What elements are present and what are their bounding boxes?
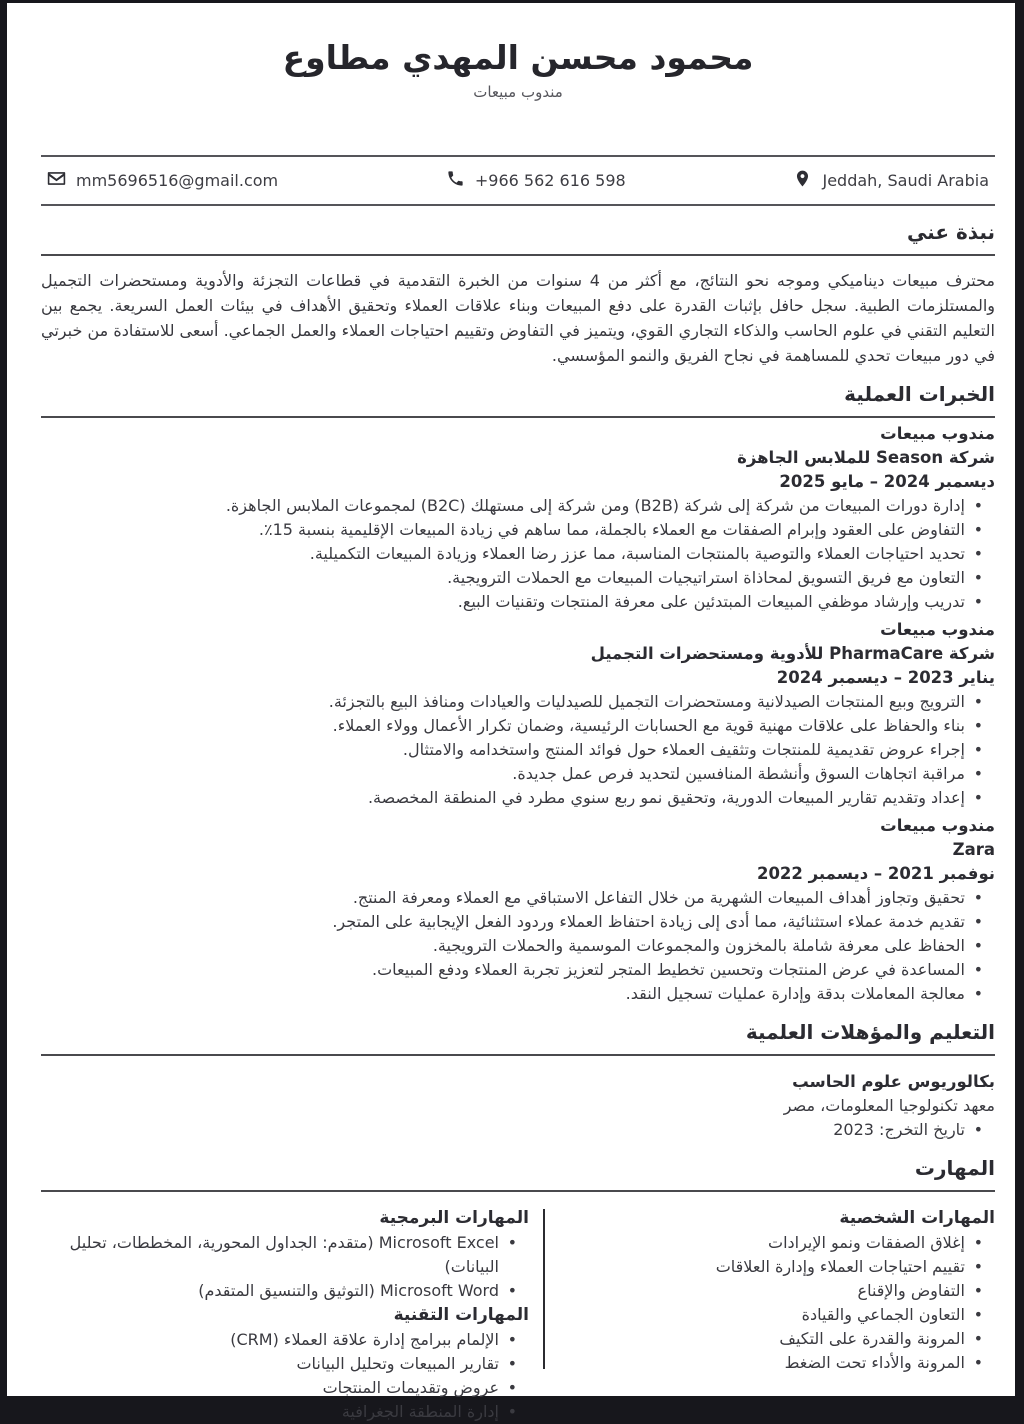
- skill-item: • Microsoft Excel (متقدم: الجداول المحورية، المخططات، تحليل البيانات): [41, 1231, 529, 1279]
- about-heading: نبذة عني: [41, 219, 995, 256]
- skill-item-list: [41, 1231, 529, 1303]
- resume-header: [41, 37, 995, 101]
- education-bullet: • تاريخ التخرج: 2023: [41, 1118, 995, 1142]
- about-text: محترف مبيعات ديناميكي وموجه نحو النتائج، مع أكثر من 4 سنوات من الخبرة التقدمية في قطاعات التجزئة والأدوية ومستحضرات التجميل والمستلزمات الطبية. سجل حافل بإثبات القدرة على دفع المبيعات وبناء علاقات العملاء وتحقيق الأهداف في بيئات العمل السريعة. يجمع بين التعليم التقني في علوم الحاسب والذكاء التجاري القوي، ويتميز في التفاوض وتقييم احتياجات العملاء والعمل الجماعي. أسعى للاستفادة من خبرتي في دور مبيعات تحدي للمساهمة في نجاح الفريق والنمو المؤسسي.: [41, 271, 995, 366]
- skill-item-list: [559, 1231, 995, 1375]
- education-heading: التعليم والمؤهلات العلمية: [41, 1019, 995, 1056]
- skill-item: • تقارير المبيعات وتحليل البيانات: [41, 1352, 529, 1376]
- skills-heading: المهارت: [41, 1155, 995, 1192]
- job-bullet: • معالجة المعاملات بدقة وإدارة عمليات تسجيل النقد.: [41, 982, 995, 1006]
- degree-name: بكالوريوس علوم الحاسب: [792, 1072, 995, 1092]
- skill-item: • Microsoft Word (التوثيق والتنسيق المتقدم): [41, 1279, 529, 1303]
- contact-email: [47, 169, 278, 192]
- skill-item-list: [41, 1328, 529, 1424]
- skill-item: • التفاوض والإقناع: [559, 1279, 995, 1303]
- envelope-icon: [47, 169, 66, 192]
- phone-icon: [446, 169, 465, 192]
- job-dates: يناير 2023 – ديسمبر 2024: [776, 668, 995, 688]
- education-entry: [41, 1070, 995, 1142]
- job-title: مندوب مبيعات: [880, 620, 995, 640]
- job-title: مندوب مبيعات: [880, 424, 995, 444]
- job-bullet-list: [41, 886, 995, 1006]
- candidate-title: مندوب مبيعات: [473, 83, 563, 102]
- job-bullet: • إجراء عروض تقديمية للمنتجات وتثقيف العملاء حول فوائد المنتج واستخدامه والامتثال.: [41, 738, 995, 762]
- job-dates: نوفمبر 2021 – ديسمبر 2022: [756, 864, 995, 884]
- resume-page: [7, 3, 1015, 1422]
- skills-personal-column: [559, 1206, 995, 1375]
- skills-columns: [41, 1206, 995, 1424]
- job-bullet: • مراقبة اتجاهات السوق وأنشطة المنافسين لتحديد فرص عمل جديدة.: [41, 762, 995, 786]
- job-bullet: • الترويج وبيع المنتجات الصيدلانية ومستحضرات التجميل للصيدليات والعيادات ومنافذ البيع بالتجزئة.: [41, 690, 995, 714]
- institution-name: معهد تكنولوجيا المعلومات، مصر: [783, 1096, 995, 1116]
- job-company: شركة PharmaCare للأدوية ومستحضرات التجميل: [590, 644, 995, 664]
- job-title: مندوب مبيعات: [880, 816, 995, 836]
- job-bullet: • التعاون مع فريق التسويق لمحاذاة استراتيجيات المبيعات مع الحملات الترويجية.: [41, 566, 995, 590]
- skills-software-column: [41, 1206, 529, 1424]
- skill-item: • الإلمام ببرامج إدارة علاقة العملاء (CRM): [41, 1328, 529, 1352]
- map-pin-icon: [793, 169, 812, 192]
- job-entry: [41, 422, 995, 614]
- job-bullet-list: [41, 494, 995, 614]
- skill-group-title: المهارات التقنية: [393, 1305, 529, 1326]
- candidate-name: محمود محسن المهدي مطاوع: [282, 38, 754, 77]
- skill-item: • التعاون الجماعي والقيادة: [559, 1303, 995, 1327]
- contact-email-value: mm5696516@gmail.com: [76, 171, 279, 191]
- skills-column-divider: [543, 1209, 545, 1369]
- job-bullet: • تحديد احتياجات العملاء والتوصية بالمنتجات المناسبة، مما عزز رضا العملاء وزيادة المبيعات التكميلية.: [41, 542, 995, 566]
- job-bullet: • إعداد وتقديم تقارير المبيعات الدورية، وتحقيق نمو ربع سنوي مطرد في المنطقة المخصصة.: [41, 786, 995, 810]
- contact-location-value: Jeddah, Saudi Arabia: [822, 171, 989, 191]
- job-bullet: • تقديم خدمة عملاء استثنائية، مما أدى إلى زيادة احتفاظ العملاء وردود الفعل الإيجابية على المتجر.: [41, 910, 995, 934]
- education-bullet-list: [41, 1118, 995, 1142]
- skill-item: • المرونة والقدرة على التكيف: [559, 1327, 995, 1351]
- skill-group-title: المهارات البرمجية: [379, 1208, 529, 1229]
- job-bullet: • التفاوض على العقود وإبرام الصفقات مع العملاء بالجملة، مما ساهم في زيادة المبيعات الإقليمية بنسبة 15٪.: [41, 518, 995, 542]
- job-bullet: • بناء والحفاظ على علاقات مهنية قوية مع الحسابات الرئيسية، وضمان تكرار الأعمال وولاء العملاء.: [41, 714, 995, 738]
- contact-phone-value: +966 562 616 598: [474, 171, 626, 191]
- job-bullet: • الحفاظ على معرفة شاملة بالمخزون والمجموعات الموسمية والحملات الترويجية.: [41, 934, 995, 958]
- job-entry: [41, 814, 995, 1006]
- job-dates: ديسمبر 2024 – مايو 2025: [779, 472, 995, 492]
- experience-heading: الخبرات العملية: [41, 381, 995, 418]
- job-entry: [41, 618, 995, 810]
- section-education: [41, 1019, 995, 1142]
- skill-item: • إدارة المنطقة الجغرافية: [41, 1400, 529, 1424]
- skill-item: • المرونة والأداء تحت الضغط: [559, 1351, 995, 1375]
- contact-phone: [446, 169, 626, 192]
- job-bullet: • إدارة دورات المبيعات من شركة إلى شركة (B2B) ومن شركة إلى مستهلك (B2C) لمجموعات الملابس الجاهزة.: [41, 494, 995, 518]
- job-bullet-list: [41, 690, 995, 810]
- job-company: شركة Season للملابس الجاهزة: [737, 448, 995, 468]
- job-bullet: • تدريب وإرشاد موظفي المبيعات المبتدئين على معرفة المنتجات وتقنيات البيع.: [41, 590, 995, 614]
- skill-item: • عروض وتقديمات المنتجات: [41, 1376, 529, 1400]
- job-bullet: • تحقيق وتجاوز أهداف المبيعات الشهرية من خلال التفاعل الاستباقي مع العملاء ومعرفة المنتج.: [41, 886, 995, 910]
- job-company: Zara: [952, 840, 995, 860]
- section-experience: [41, 381, 995, 1006]
- skill-item: • إغلاق الصفقات ونمو الإيرادات: [559, 1231, 995, 1255]
- section-about: [41, 219, 995, 368]
- skill-group-title: المهارات الشخصية: [839, 1208, 995, 1229]
- job-bullet: • المساعدة في عرض المنتجات وتحسين تخطيط المتجر لتعزيز تجربة العملاء ودفع المبيعات.: [41, 958, 995, 982]
- contact-bar: [41, 155, 995, 206]
- section-skills: [41, 1155, 995, 1424]
- contact-location: [793, 169, 989, 192]
- skill-item: • تقييم احتياجات العملاء وإدارة العلاقات: [559, 1255, 995, 1279]
